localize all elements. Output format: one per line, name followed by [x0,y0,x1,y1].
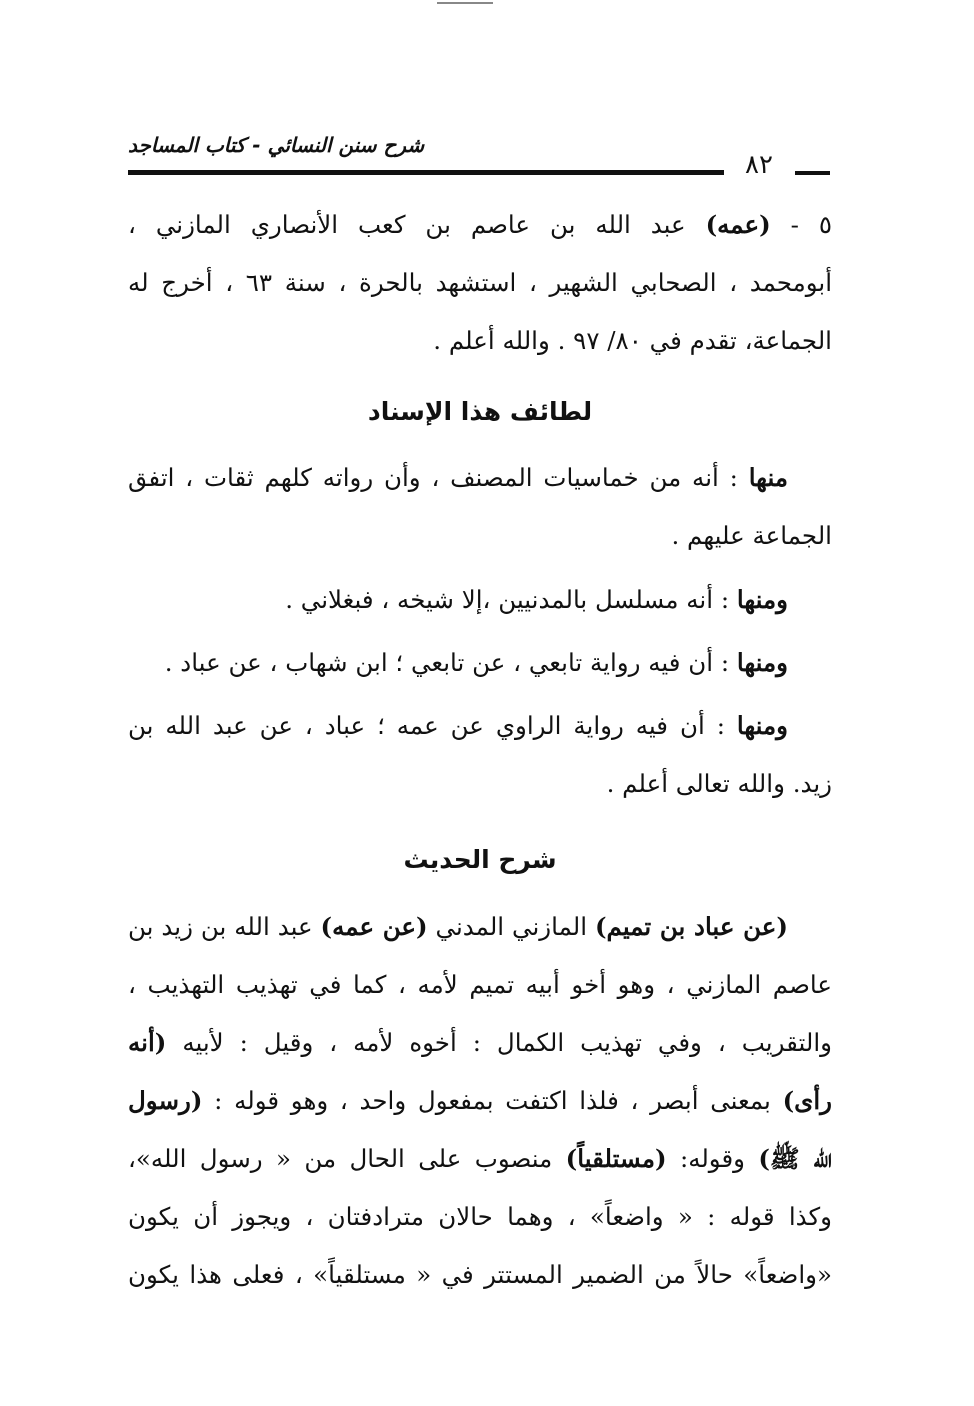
text-line [128,196,832,254]
text-segment: عبد الله بن عاصم بن كعب الأنصاري المازني ، [128,210,706,239]
bold-term: (عن عمه) [320,912,428,941]
bold-term: ومنها [736,585,788,614]
bold-term: ومنها [736,711,788,740]
text-line [128,449,832,507]
bold-term: ومنها [736,648,788,677]
text-line [128,254,832,312]
text-segment: : أنه مسلسل بالمدنيين ،إلا شيخه ، فبغلاني . [285,585,737,614]
narrator-paragraph [128,196,832,370]
section-1-paragraph-1 [128,449,832,565]
section-heading: لطائف هذا الإسناد [367,397,593,426]
text-segment: الجماعة، تقدم في ٨٠/ ٩٧ . والله أعلم . [433,326,832,355]
text-segment: عبد الله بن زيد بن [128,912,321,941]
text-line [128,1014,832,1072]
item-number: ٥ - [770,210,832,239]
page-number: ٨٢ [745,150,773,180]
text-segment: الجماعة عليهم . [671,521,832,550]
text-segment: بمعنى أبصر ، فلذا اكتفت بمفعول واحد ، وهو قوله : [202,1086,783,1115]
section-heading: شرح الحديث [403,845,557,874]
text-segment: زيد. والله تعالى أعلم . [606,769,832,798]
text-line [128,312,832,370]
text-segment: «واضعاً» حالاً من الضمير المستتر في « مستلقياً» ، فعلى هذا يكون [128,1260,832,1289]
text-line [128,1188,832,1246]
text-line [128,898,832,956]
bold-term: (مستلقياً) [565,1144,667,1173]
bold-term: رأى) [782,1086,832,1115]
bold-term: الله ﷺ) [758,1144,832,1173]
text-segment: : أن فيه رواية تابعي ، عن تابعي ؛ ابن شهاب ، عن عباد . [164,648,737,677]
header-rule [128,170,724,175]
text-line [128,1246,832,1304]
section-1-paragraph-4 [128,697,832,813]
text-line [128,697,832,755]
bold-term: (رسول [128,1086,203,1115]
bold-term: (أنه [128,1028,167,1057]
text-line [128,1130,832,1188]
text-line [128,755,832,813]
text-segment: منصوب على الحال من « رسول الله»، [128,1144,566,1173]
section-1-paragraph-2 [128,571,832,629]
running-title: شرح سنن النسائي - كتاب المساجد [128,133,425,157]
text-segment: : أنه من خماسيات المصنف ، وأن رواته كلهم ثقات ، اتفق [128,463,749,492]
text-segment: وكذا قوله : « واضعاً» ، وهما حالان مترادفتان ، ويجوز أن يكون [128,1202,832,1231]
text-line [128,571,832,629]
bold-term: منها [748,463,788,492]
section-1-paragraph-3 [128,634,832,692]
bold-term: (عمه) [705,210,771,239]
top-edge-mark [437,2,493,4]
header-rule-short [795,171,830,175]
text-line [128,1072,832,1130]
text-line [128,956,832,1014]
text-line [128,507,832,565]
text-segment: والتقريب ، وفي تهذيب الكمال : أخوه لأمه ، وقيل : لأبيه [166,1028,832,1057]
text-segment: : أن فيه رواية الراوي عن عمه ؛ عباد ، عن عبد الله بن [128,711,737,740]
text-segment: وقوله: [666,1144,759,1173]
text-segment: أبومحمد ، الصحابي الشهير ، استشهد بالحرة ، سنة ٦٣ ، أخرج له [128,268,832,297]
text-segment: المازني المدني [427,912,595,941]
text-segment: عاصم المازني ، وهو أخو أبيه تميم لأمه ، كما في تهذيب التهذيب ، [128,970,832,999]
text-line [128,634,832,692]
bold-term: (عن عباد بن تميم) [594,912,788,941]
hadith-commentary [128,898,832,1304]
